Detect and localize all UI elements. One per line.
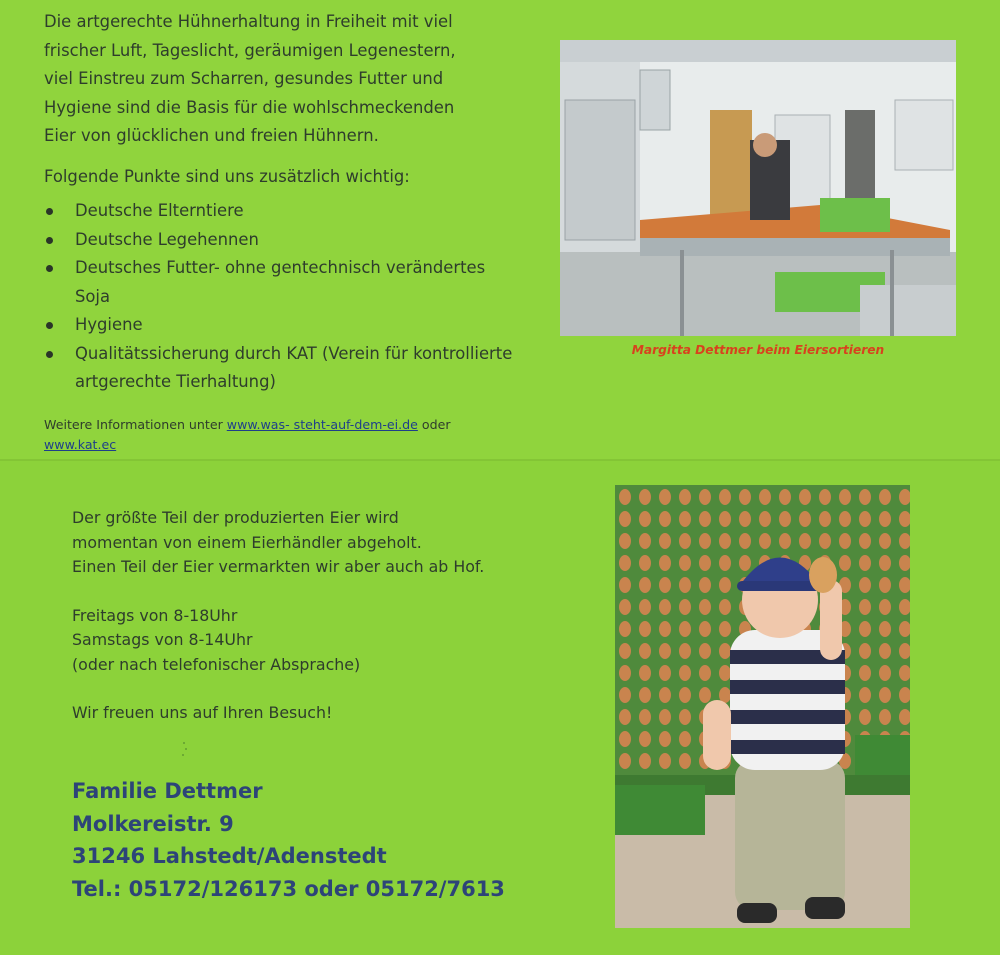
welcome-text: Wir freuen uns auf Ihren Besuch! (72, 703, 333, 722)
sales-section (72, 506, 552, 726)
contact-city: 31246 Lahstedt/Adenstedt (72, 844, 387, 868)
sales-line: momentan von einem Eierhändler abgeholt. (72, 532, 422, 552)
more-info-prefix: Weitere Informationen unter (44, 417, 227, 432)
intro-line: Hygiene sind die Basis für die wohlschmeckenden (44, 97, 455, 117)
intro-line: frischer Luft, Tageslicht, geräumigen Legenestern, (44, 40, 456, 60)
contact-street: Molkereistr. 9 (72, 811, 234, 836)
link-kat[interactable]: www.kat.ec (44, 437, 117, 452)
paper-speck (180, 740, 190, 758)
intro-line: viel Einstreu zum Scharren, gesundes Futter und (44, 69, 444, 88)
contact-name: Familie Dettmer (72, 779, 263, 803)
intro-section (44, 8, 514, 397)
more-info-middle: oder (417, 417, 451, 432)
child-with-egg-illustration (615, 485, 910, 928)
sales-line: Der größte Teil der produzierten Eier wird (72, 508, 399, 527)
points-list (44, 197, 514, 397)
contact-phone: Tel.: 05172/126173 oder 05172/7613 (72, 876, 505, 901)
egg-sorting-photo (560, 40, 956, 336)
points-heading: Folgende Punkte sind uns zusätzlich wichtig: (44, 166, 410, 186)
intro-line: Die artgerechte Hühnerhaltung in Freiheit mit viel (44, 12, 453, 31)
sales-line: Einen Teil der Eier vermarkten wir aber auch ab Hof. (72, 557, 485, 576)
opening-hours: Samstags von 8-14Uhr (72, 630, 253, 649)
egg-sorting-illustration (560, 40, 956, 336)
list-item: Deutsches Futter- ohne gentechnisch verändertes Soja (44, 254, 514, 311)
fold-line (0, 459, 1000, 461)
opening-hours: (oder nach telefonischer Absprache) (72, 654, 361, 674)
list-item: Deutsche Elterntiere (44, 197, 514, 226)
list-item: Qualitätssicherung durch KAT (Verein für kontrollierte artgerechte Tierhaltung) (44, 340, 514, 397)
list-item: Deutsche Legehennen (44, 226, 514, 255)
opening-hours: Freitags von 8-18Uhr (72, 605, 238, 625)
photo-caption: Margitta Dettmer beim Eiersortieren (631, 343, 885, 357)
contact-block (72, 775, 592, 905)
child-with-egg-photo (615, 485, 910, 928)
more-info (44, 415, 514, 455)
list-item: Hygiene (44, 311, 514, 340)
intro-line: Eier von glücklichen und freien Hühnern. (44, 126, 379, 145)
link-was-steht-auf-dem-ei[interactable]: www.was- steht-auf-dem-ei.de (226, 417, 418, 432)
